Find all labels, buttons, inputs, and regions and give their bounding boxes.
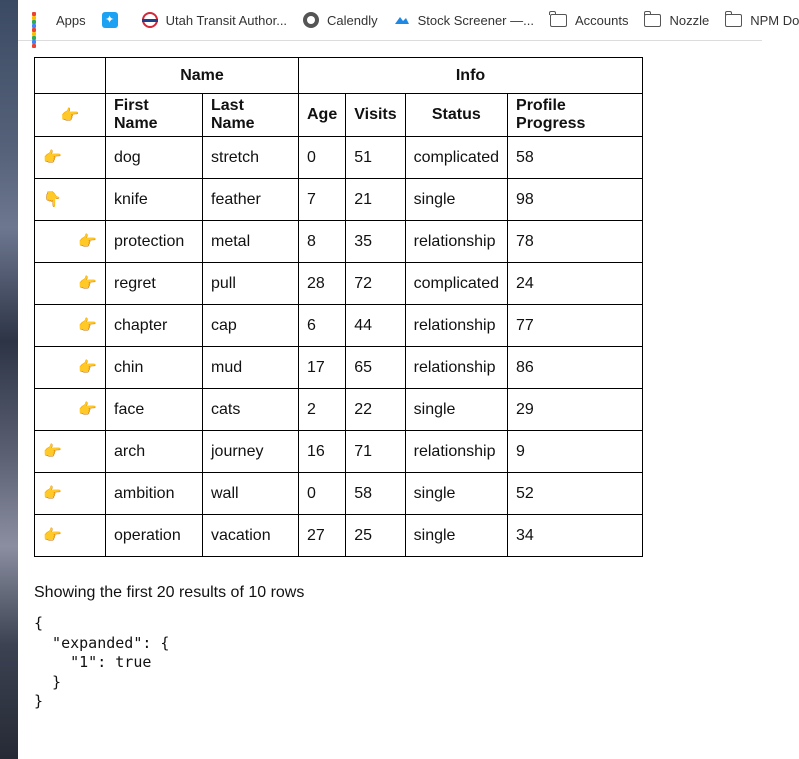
cell-status: complicated bbox=[405, 137, 507, 179]
cell-visits: 65 bbox=[346, 347, 405, 389]
cell-status: single bbox=[405, 473, 507, 515]
group-header-name: Name bbox=[106, 58, 299, 94]
cell-first-name: dog bbox=[106, 137, 203, 179]
cell-first-name: protection bbox=[106, 221, 203, 263]
stock-screener-icon bbox=[394, 14, 410, 26]
cell-last-name: wall bbox=[203, 473, 299, 515]
bookmark-label: Nozzle bbox=[669, 12, 710, 28]
cell-age: 17 bbox=[299, 347, 346, 389]
uta-logo-icon bbox=[142, 12, 158, 28]
row-expand-toggle[interactable] bbox=[35, 263, 106, 305]
cell-first-name: face bbox=[106, 389, 203, 431]
table-row bbox=[35, 431, 643, 473]
table-body bbox=[35, 137, 643, 557]
pointing-right-hand-icon: 👉 bbox=[43, 485, 62, 502]
cell-visits: 58 bbox=[346, 473, 405, 515]
cell-last-name: feather bbox=[203, 179, 299, 221]
cell-first-name: operation bbox=[106, 515, 203, 557]
cell-last-name: mud bbox=[203, 347, 299, 389]
column-header-row bbox=[35, 94, 643, 137]
pointing-right-hand-icon: 👉 bbox=[60, 106, 80, 124]
folder-icon bbox=[644, 14, 661, 27]
cell-visits: 71 bbox=[346, 431, 405, 473]
pointing-right-hand-icon: 👉 bbox=[78, 275, 97, 292]
cell-progress: 58 bbox=[508, 137, 643, 179]
row-expand-toggle[interactable] bbox=[35, 305, 106, 347]
row-expand-toggle[interactable] bbox=[35, 389, 106, 431]
cell-progress: 29 bbox=[508, 389, 643, 431]
cell-first-name: arch bbox=[106, 431, 203, 473]
results-summary: Showing the first 20 results of 10 rows bbox=[34, 584, 305, 601]
table-row bbox=[35, 473, 643, 515]
column-header-last-name: Last Name bbox=[203, 94, 299, 137]
bookmark-label: Calendly bbox=[327, 12, 378, 28]
desktop-wallpaper bbox=[0, 0, 18, 759]
pointing-right-hand-icon: 👉 bbox=[43, 443, 62, 460]
twitter-icon: ✦ bbox=[102, 12, 118, 28]
cell-visits: 35 bbox=[346, 221, 405, 263]
cell-visits: 44 bbox=[346, 305, 405, 347]
row-expand-toggle[interactable] bbox=[35, 221, 106, 263]
globe-icon bbox=[303, 12, 319, 28]
cell-age: 6 bbox=[299, 305, 346, 347]
pointing-right-hand-icon: 👉 bbox=[78, 317, 97, 334]
cell-last-name: cats bbox=[203, 389, 299, 431]
cell-status: relationship bbox=[405, 221, 507, 263]
cell-status: single bbox=[405, 515, 507, 557]
cell-age: 2 bbox=[299, 389, 346, 431]
cell-visits: 72 bbox=[346, 263, 405, 305]
pointing-right-hand-icon: 👉 bbox=[78, 359, 97, 376]
table-row bbox=[35, 305, 643, 347]
pointing-right-hand-icon: 👉 bbox=[43, 527, 62, 544]
cell-progress: 98 bbox=[508, 179, 643, 221]
table-row bbox=[35, 137, 643, 179]
cell-age: 27 bbox=[299, 515, 346, 557]
cell-age: 7 bbox=[299, 179, 346, 221]
column-header-first-name: First Name bbox=[106, 94, 203, 137]
table-row bbox=[35, 179, 643, 221]
cell-progress: 77 bbox=[508, 305, 643, 347]
pointing-right-hand-icon: 👉 bbox=[43, 149, 62, 166]
cell-last-name: metal bbox=[203, 221, 299, 263]
cell-status: single bbox=[405, 179, 507, 221]
cell-last-name: pull bbox=[203, 263, 299, 305]
column-header-age: Age bbox=[299, 94, 346, 137]
cell-visits: 25 bbox=[346, 515, 405, 557]
folder-icon bbox=[725, 14, 742, 27]
pointing-right-hand-icon: 👉 bbox=[78, 401, 97, 418]
cell-first-name: regret bbox=[106, 263, 203, 305]
row-expand-toggle[interactable] bbox=[35, 347, 106, 389]
bookmark-stock-screener[interactable] bbox=[394, 13, 534, 28]
cell-last-name: stretch bbox=[203, 137, 299, 179]
cell-first-name: chin bbox=[106, 347, 203, 389]
group-header-row bbox=[35, 58, 643, 94]
bookmark-twitter[interactable] bbox=[102, 12, 126, 28]
bookmark-calendly[interactable] bbox=[303, 12, 378, 28]
group-header-info: Info bbox=[299, 58, 643, 94]
browser-window bbox=[18, 0, 799, 759]
table-row bbox=[35, 515, 643, 557]
bookmarks-bar bbox=[18, 0, 799, 41]
cell-progress: 78 bbox=[508, 221, 643, 263]
bookmark-npm-docs[interactable] bbox=[725, 13, 799, 28]
cell-age: 28 bbox=[299, 263, 346, 305]
row-expand-toggle[interactable] bbox=[35, 179, 106, 221]
column-header-profile-progress: Profile Progress bbox=[508, 94, 643, 137]
bookmark-label: Stock Screener —... bbox=[417, 12, 534, 28]
cell-visits: 51 bbox=[346, 137, 405, 179]
cell-progress: 24 bbox=[508, 263, 643, 305]
expanded-state-json: { "expanded": { "1": true } } bbox=[34, 614, 170, 710]
column-header-visits: Visits bbox=[346, 94, 405, 137]
bookmark-label: Utah Transit Author... bbox=[165, 12, 288, 28]
bookmark-label: Apps bbox=[56, 12, 86, 28]
bookmark-apps[interactable] bbox=[32, 12, 86, 28]
cell-first-name: chapter bbox=[106, 305, 203, 347]
cell-visits: 21 bbox=[346, 179, 405, 221]
column-header-status: Status bbox=[405, 94, 507, 137]
cell-status: relationship bbox=[405, 431, 507, 473]
cell-progress: 34 bbox=[508, 515, 643, 557]
table-row bbox=[35, 347, 643, 389]
cell-status: relationship bbox=[405, 305, 507, 347]
cell-progress: 52 bbox=[508, 473, 643, 515]
bookmark-label: Accounts bbox=[574, 12, 629, 28]
group-header-empty bbox=[35, 58, 106, 94]
cell-last-name: journey bbox=[203, 431, 299, 473]
cell-progress: 9 bbox=[508, 431, 643, 473]
cell-status: relationship bbox=[405, 347, 507, 389]
folder-icon bbox=[550, 14, 567, 27]
row-expand-toggle[interactable] bbox=[35, 515, 106, 557]
bookmark-accounts[interactable] bbox=[550, 13, 628, 28]
cell-last-name: vacation bbox=[203, 515, 299, 557]
expand-all-toggle[interactable] bbox=[35, 94, 106, 137]
table-row bbox=[35, 389, 643, 431]
row-expand-toggle[interactable] bbox=[35, 431, 106, 473]
cell-progress: 86 bbox=[508, 347, 643, 389]
cell-status: complicated bbox=[405, 263, 507, 305]
cell-age: 0 bbox=[299, 137, 346, 179]
pointing-right-hand-icon: 👉 bbox=[78, 233, 97, 250]
bookmark-utah-transit[interactable] bbox=[142, 12, 287, 28]
expandable-data-table bbox=[34, 57, 643, 557]
cell-status: single bbox=[405, 389, 507, 431]
pointing-down-hand-icon: 👇 bbox=[43, 191, 62, 208]
cell-age: 8 bbox=[299, 221, 346, 263]
cell-first-name: ambition bbox=[106, 473, 203, 515]
bookmark-label: NPM Do bbox=[750, 12, 799, 28]
row-expand-toggle[interactable] bbox=[35, 137, 106, 179]
row-expand-toggle[interactable] bbox=[35, 473, 106, 515]
table-row bbox=[35, 263, 643, 305]
cell-last-name: cap bbox=[203, 305, 299, 347]
cell-age: 0 bbox=[299, 473, 346, 515]
page-content bbox=[34, 57, 643, 712]
bookmark-nozzle[interactable] bbox=[644, 13, 709, 28]
table-row bbox=[35, 221, 643, 263]
cell-first-name: knife bbox=[106, 179, 203, 221]
cell-visits: 22 bbox=[346, 389, 405, 431]
apps-grid-icon bbox=[32, 12, 48, 28]
cell-age: 16 bbox=[299, 431, 346, 473]
